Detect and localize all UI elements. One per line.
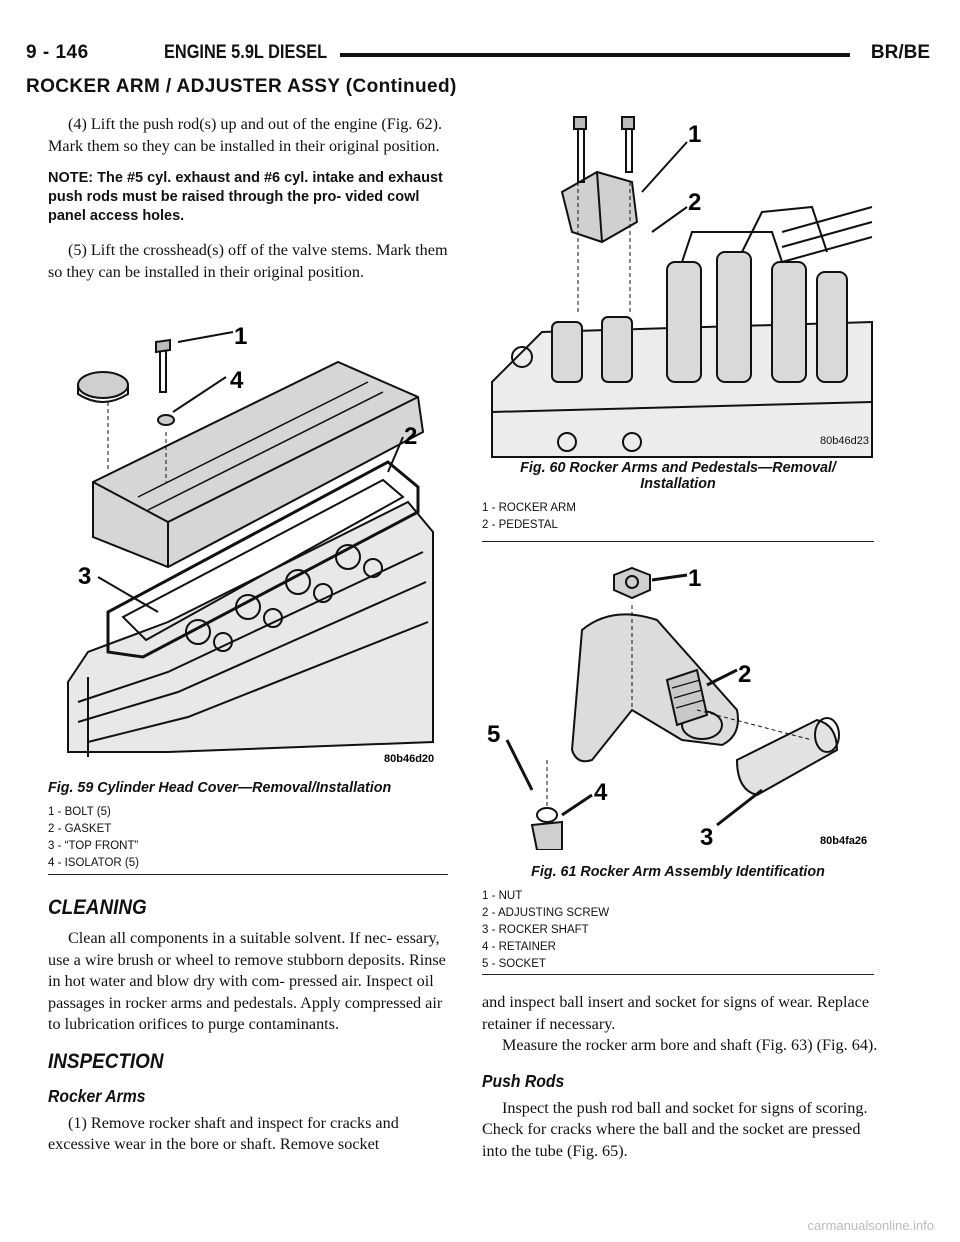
- rocker-arms-pedestals-drawing: [482, 112, 882, 462]
- cleaning-paragraph: Clean all components in a suitable solvent. If nec- essary, use a wire brush or wheel to remove stubborn deposits. Rinse in hot water and blow dry with com- pressed air. Inspect oil passages in rocker arms and pedestals. Apply compressed air to lubrication orifices to purge contaminants.: [48, 929, 446, 1033]
- fig59-illustration: [48, 322, 448, 777]
- fig61-caption: Fig. 61 Rocker Arm Assembly Identification: [531, 864, 825, 880]
- page-header: [24, 42, 936, 72]
- fig61-callout-1: 1: [688, 565, 702, 592]
- legend-item: 5 - SOCKET: [482, 958, 546, 970]
- left-bottom-text: [48, 896, 458, 1168]
- rocker-arms-heading: Rocker Arms: [48, 1085, 146, 1106]
- right-bottom-text: [482, 992, 882, 1174]
- fig60-callout-2: 2: [688, 189, 702, 216]
- header-rule: [340, 53, 850, 57]
- section-title: ENGINE 5.9L DIESEL: [164, 42, 328, 63]
- fig61-callout-3: 3: [700, 824, 714, 850]
- legend-item: 2 - ADJUSTING SCREW: [482, 907, 610, 919]
- legend-item: 3 - “TOP FRONT”: [48, 840, 139, 852]
- fig61-callout-5: 5: [487, 721, 501, 748]
- fig61-callout-4: 4: [594, 779, 608, 806]
- fig60-code: 80b46d23: [820, 435, 869, 447]
- step-4-paragraph: (4) Lift the push rod(s) up and out of the engine (Fig. 62). Mark them so they can be installed in their original position.: [48, 115, 443, 155]
- socket-continued-paragraph: and inspect ball insert and socket for signs of wear. Replace retainer if necessary.: [482, 993, 870, 1033]
- legend-item: 1 - ROCKER ARM: [482, 502, 576, 514]
- push-rods-paragraph: Inspect the push rod ball and socket for signs of scoring. Check for cracks where the ball and the socket are pressed into the tube (Fig. 65).: [482, 1098, 868, 1160]
- rocker-arm-assembly-drawing: [482, 560, 882, 850]
- cylinder-head-cover-drawing: [48, 322, 448, 777]
- legend-item: 1 - BOLT (5): [48, 806, 111, 818]
- fig59-caption: Fig. 59 Cylinder Head Cover—Removal/Installation: [48, 780, 392, 796]
- fig59-callout-1: 1: [234, 323, 248, 350]
- fig60-legend: [482, 500, 874, 534]
- legend-item: 3 - ROCKER SHAFT: [482, 924, 589, 936]
- fig59-callout-4: 4: [230, 367, 244, 394]
- fig61-legend: [482, 888, 874, 973]
- fig59-caption-block: [48, 780, 448, 872]
- note-paragraph: NOTE: The #5 cyl. exhaust and #6 cyl. intake and exhaust push rods must be raised through the pro- vided cowl panel access holes.: [48, 170, 443, 224]
- fig61-code: 80b4fa26: [820, 835, 868, 847]
- fig59-callout-3: 3: [78, 563, 92, 590]
- fig61-rule: [482, 974, 874, 975]
- watermark: carmanualsonline.info: [807, 1218, 934, 1233]
- page-number: 9 - 146: [26, 42, 89, 63]
- fig61-illustration: [482, 560, 882, 850]
- fig59-callout-2: 2: [404, 423, 418, 450]
- fig60-callout-1: 1: [688, 121, 702, 148]
- inspection-heading: INSPECTION: [48, 1049, 164, 1073]
- fig61-caption-block: [482, 864, 874, 973]
- legend-item: 4 - RETAINER: [482, 941, 556, 953]
- fig59-legend: [48, 804, 448, 872]
- step-5-paragraph: (5) Lift the crosshead(s) off of the valve stems. Mark them so they can be installed in their original position.: [48, 241, 448, 281]
- fig59-code: 80b46d20: [384, 753, 435, 765]
- left-top-text: [48, 114, 458, 295]
- fig60-rule: [482, 541, 874, 542]
- rocker-arms-paragraph: (1) Remove rocker shaft and inspect for cracks and excessive wear in the bore or shaft. Remove socket: [48, 1113, 399, 1153]
- push-rods-heading: Push Rods: [482, 1070, 565, 1091]
- cleaning-heading: CLEANING: [48, 896, 147, 919]
- fig60-caption-block: [482, 460, 874, 534]
- fig59-rule: [48, 874, 448, 875]
- legend-item: 4 - ISOLATOR (5): [48, 857, 139, 869]
- fig61-callout-2: 2: [738, 661, 752, 688]
- measure-paragraph: Measure the rocker arm bore and shaft (Fig. 63) (Fig. 64).: [502, 1036, 878, 1054]
- model-code: BR/BE: [870, 42, 930, 63]
- legend-item: 1 - NUT: [482, 890, 523, 902]
- continued-heading: ROCKER ARM / ADJUSTER ASSY (Continued): [26, 76, 457, 97]
- legend-item: 2 - PEDESTAL: [482, 519, 558, 531]
- legend-item: 2 - GASKET: [48, 823, 112, 835]
- fig60-illustration: [482, 112, 882, 462]
- fig60-caption: Fig. 60 Rocker Arms and Pedestals—Removal/ Installation: [520, 460, 836, 492]
